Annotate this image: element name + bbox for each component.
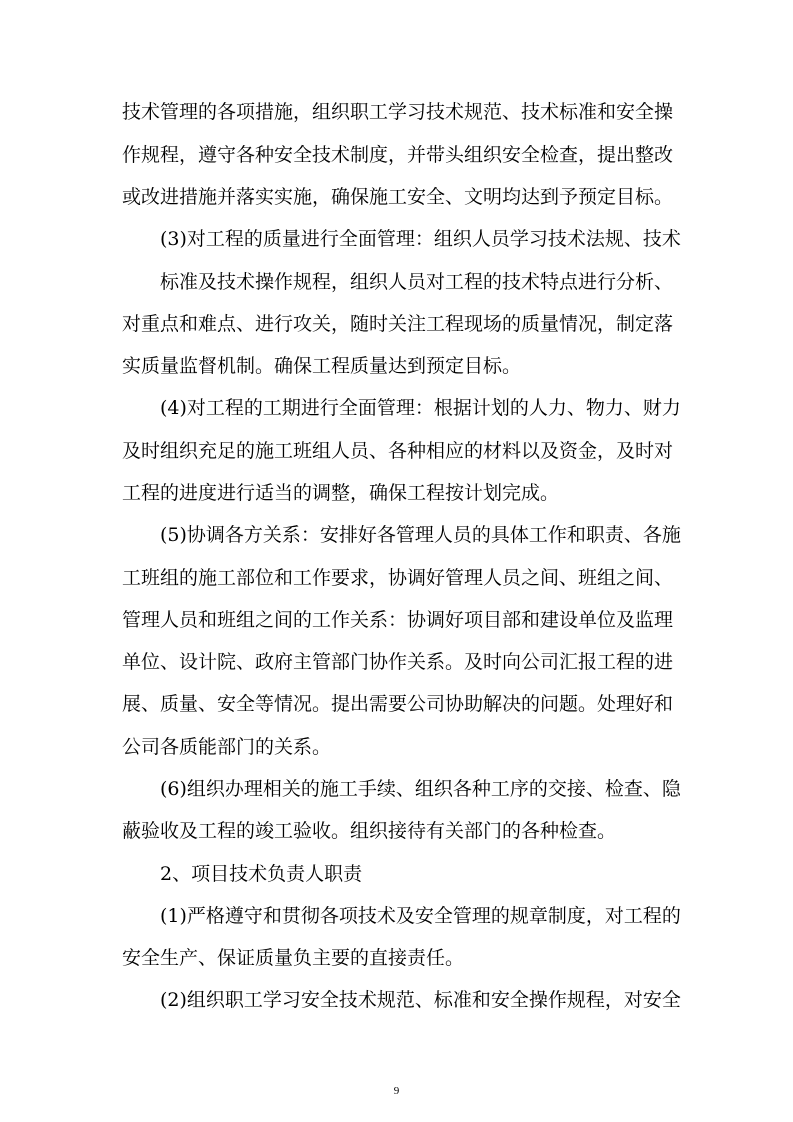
text-line: 技术管理的各项措施，组织职工学习技术规范、技术标准和安全操 [122,101,674,123]
paragraph-6-start: (6)组织办理相关的施工手续、组织各种工序的交接、检查、隐 [160,778,681,800]
text-line: 工班组的施工部位和工作要求，协调好管理人员之间、班组之间、 [122,567,674,589]
paragraph-1-start: (1)严格遵守和贯彻各项技术及安全管理的规章制度，对工程的 [160,905,681,927]
paragraph-4-start: (4)对工程的工期进行全面管理：根据计划的人力、物力、财力 [160,397,681,419]
text-line: 标准及技术操作规程，组织人员对工程的技术特点进行分析、 [160,271,674,293]
text-line: 安全生产、保证质量负主要的直接责任。 [122,947,465,969]
text-line: 实质量监督机制。确保工程质量达到预定目标。 [122,355,522,377]
paragraph-5-start: (5)协调各方关系：安排好各管理人员的具体工作和职责、各施 [160,524,681,546]
page-number: 9 [393,1085,400,1097]
section-heading: 2、项目技术负责人职责 [160,863,363,885]
text-line: 作规程，遵守各种安全技术制度，并带头组织安全检查，提出整改 [122,144,674,166]
text-line: 单位、设计院、政府主管部门协作关系。及时向公司汇报工程的进 [122,651,674,673]
text-line: 公司各质能部门的关系。 [122,736,332,758]
paragraph-3-start: (3)对工程的质量进行全面管理：组织人员学习技术法规、技术 [160,228,681,250]
text-line: 蔽验收及工程的竣工验收。组织接待有关部门的各种检查。 [122,820,617,842]
text-line: 及时组织充足的施工班组人员、各种相应的材料以及资金，及时对 [122,440,674,462]
text-line: 或改进措施并落实实施，确保施工安全、文明均达到予预定目标。 [122,186,674,208]
text-line: 管理人员和班组之间的工作关系：协调好项目部和建设单位及监理 [122,609,674,631]
paragraph-2-start: (2)组织职工学习安全技术规范、标准和安全操作规程，对安全 [160,989,681,1011]
text-line: 展、质量、安全等情况。提出需要公司协助解决的问题。处理好和 [122,693,674,715]
text-line: 工程的进度进行适当的调整，确保工程按计划完成。 [122,482,560,504]
text-line: 对重点和难点、进行攻关，随时关注工程现场的质量情况，制定落 [122,313,674,335]
